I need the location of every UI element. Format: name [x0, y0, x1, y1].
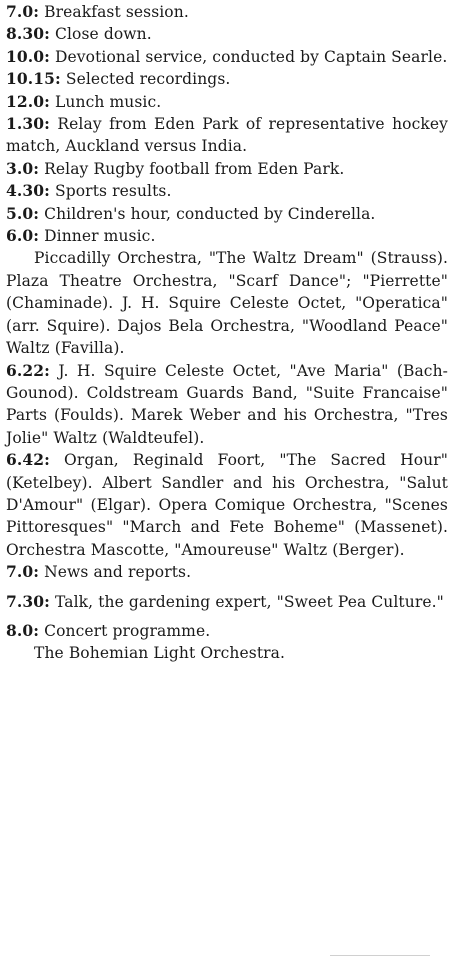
entry-text: News and reports.: [39, 563, 192, 582]
entry-time: 7.0:: [6, 2, 40, 21]
entry-time: 10.0:: [6, 46, 50, 66]
entry-text: Sports results.: [49, 182, 172, 201]
entry-text: Dinner music.: [39, 227, 156, 246]
entry-text: Organ, Reginald Foort, "The Sacred Hour" (Ketelbey). Albert Sandler and his Orchestra, "Salut D'Amour" (Elgar). Opera Comique Orchestra, "Scenes Pittoresques" "March and Fete Boheme" (Massenet). Orchestra Mascotte, "Amoureuse" Waltz (Berger).: [6, 451, 448, 559]
programme-entry: [6, 46, 448, 68]
entry-text: Devotional service, conducted by Captain Searle.: [49, 47, 448, 66]
entry-text: Piccadilly Orchestra, "The Waltz Dream" (Strauss). Plaza Theatre Orchestra, "Scarf Dance"; "Pierrette" (Chaminade). J. H. Squire Celeste Octet, "Operatica" (arr. Squire). Dajos Bela Orchestra, "Woodland Peace" Waltz (Favilla).: [6, 249, 448, 358]
entry-text: The Bohemian Light Orchestra.: [34, 644, 286, 663]
entry-time: 4.30:: [6, 181, 50, 201]
entry-time: 7.30:: [6, 591, 50, 611]
entry-time: 8.30:: [6, 24, 50, 44]
entry-text: Close down.: [49, 25, 152, 44]
programme-entry: [6, 449, 448, 561]
programme-paragraph: [6, 247, 448, 359]
programme-entry: [6, 591, 448, 613]
programme-entry: [6, 225, 448, 247]
entry-time: 1.30:: [6, 114, 50, 134]
entry-text: Relay Rugby football from Eden Park.: [39, 159, 345, 178]
programme-paragraph: [6, 642, 448, 664]
entry-time: 10.15:: [6, 69, 61, 89]
programme-entry: [6, 158, 448, 180]
programme-entry: [6, 23, 448, 45]
programme-entry: [6, 91, 448, 113]
entry-time: 5.0:: [6, 203, 40, 223]
entry-text: Concert programme.: [39, 621, 211, 640]
programme-entry: [6, 68, 448, 90]
entry-time: 7.0:: [6, 562, 40, 582]
programme-entry: [6, 1, 448, 23]
programme-entry: [6, 620, 448, 642]
programme-entry: [6, 113, 448, 158]
entry-text: Selected recordings.: [60, 70, 231, 89]
entry-text: Children's hour, conducted by Cinderella.: [39, 204, 376, 223]
entry-time: 6.42:: [6, 450, 50, 470]
entry-time: 8.0:: [6, 620, 40, 640]
entry-text: Relay from Eden Park of representative hockey match, Auckland versus India.: [6, 115, 448, 156]
entry-time: 12.0:: [6, 91, 50, 111]
entry-text: Breakfast session.: [39, 3, 189, 21]
entry-text: J. H. Squire Celeste Octet, "Ave Maria" (Bach-Gounod). Coldstream Guards Band, "Suite Francaise" Parts (Foulds). Marek Weber and his Orchestra, "Tres Jolie" Waltz (Waldteufel).: [6, 361, 448, 447]
entry-time: 6.22:: [6, 360, 50, 380]
entry-time: 6.0:: [6, 226, 40, 246]
programme-entry: [6, 180, 448, 202]
programme-entry: [6, 360, 448, 450]
column-rule: [330, 955, 430, 956]
programme-entry: [6, 561, 448, 583]
programme-entry: [6, 203, 448, 225]
entry-text: Talk, the gardening expert, "Sweet Pea Culture.": [49, 592, 444, 611]
entry-text: Lunch music.: [49, 92, 162, 111]
entry-time: 3.0:: [6, 158, 40, 178]
